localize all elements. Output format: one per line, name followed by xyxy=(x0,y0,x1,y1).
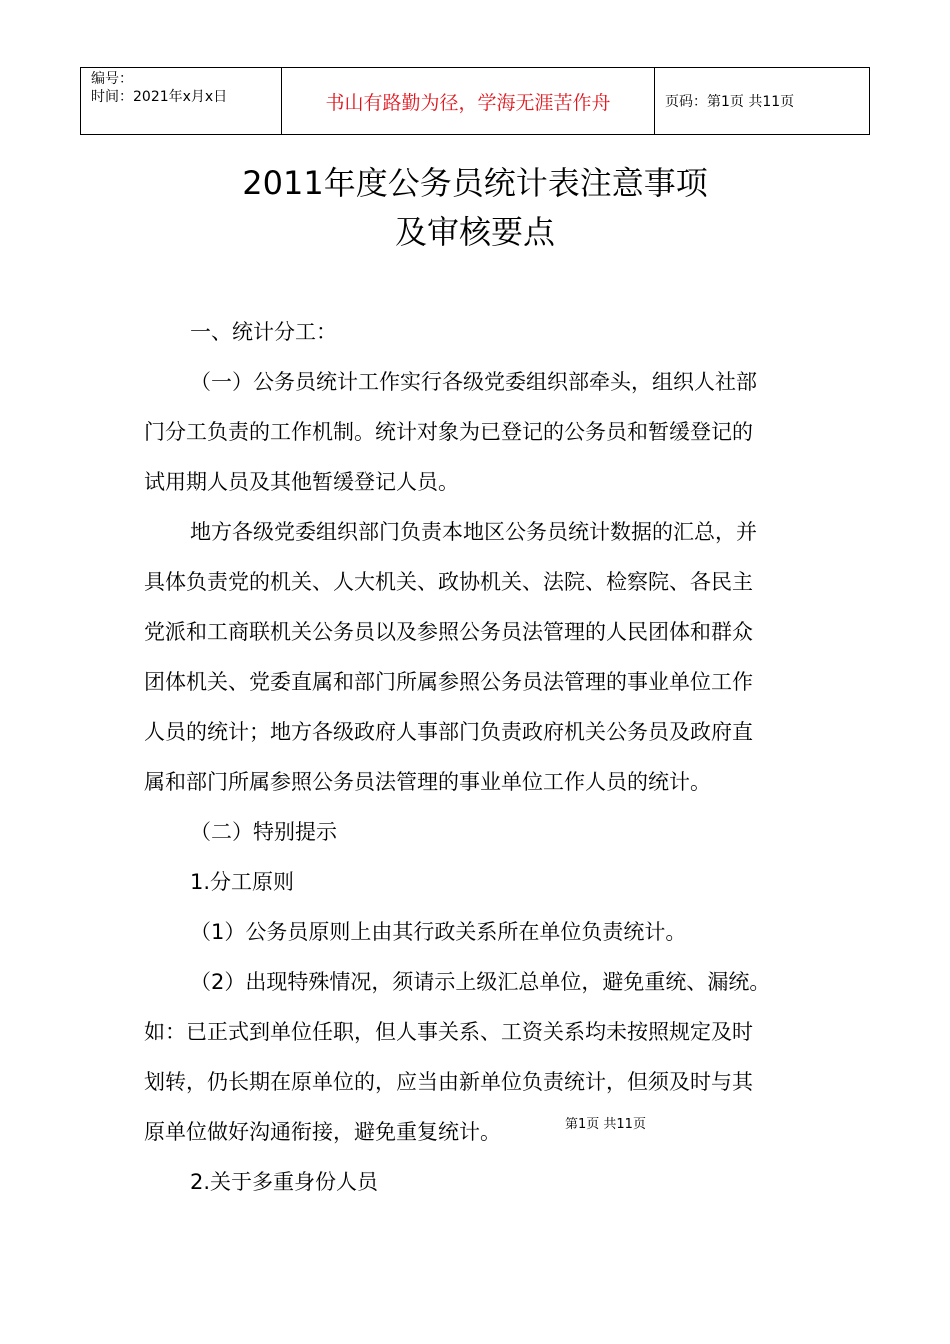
footer-page-number: 第1页 共11页 xyxy=(565,1117,646,1132)
header-motto-cell xyxy=(282,68,655,134)
paragraph-line: （2）出现特殊情况，须请示上级汇总单位，避免重统、漏统。 xyxy=(190,970,771,994)
header-motto: 书山有路勤为径，学海无涯苦作舟 xyxy=(325,91,611,114)
paragraph-line: 具体负责党的机关、人大机关、政协机关、法院、检察院、各民主 xyxy=(144,570,753,594)
document-number-label: 编号： xyxy=(91,71,133,87)
document-title-line-2: 及审核要点 xyxy=(394,213,555,251)
paragraph-line: 人员的统计；地方各级政府人事部门负责政府机关公务员及政府直 xyxy=(144,720,753,744)
paragraph-line: 属和部门所属参照公务员法管理的事业单位工作人员的统计。 xyxy=(144,770,711,794)
item-heading: 2.关于多重身份人员 xyxy=(190,1170,379,1194)
paragraph-line: 地方各级党委组织部门负责本地区公务员统计数据的汇总，并 xyxy=(190,520,757,544)
document-time-label: 时间：2021年x月x日 xyxy=(91,89,228,105)
paragraph-line: 试用期人员及其他暂缓登记人员。 xyxy=(144,470,459,494)
header-table xyxy=(80,67,870,135)
paragraph-line: 团体机关、党委直属和部门所属参照公务员法管理的事业单位工作 xyxy=(144,670,753,694)
document-title-line-1: 2011年度公务员统计表注意事项 xyxy=(242,164,708,202)
paragraph-line: （一）公务员统计工作实行各级党委组织部牵头，组织人社部 xyxy=(190,370,757,394)
item-heading: 1.分工原则 xyxy=(190,870,295,894)
paragraph-line: 门分工负责的工作机制。统计对象为已登记的公务员和暂缓登记的 xyxy=(144,420,753,444)
paragraph-line: （1）公务员原则上由其行政关系所在单位负责统计。 xyxy=(190,920,687,944)
header-page-cell xyxy=(655,68,869,134)
subsection-heading: （二）特别提示 xyxy=(190,820,337,844)
paragraph-line: 如：已正式到单位任职，但人事关系、工资关系均未按照规定及时 xyxy=(144,1020,753,1044)
paragraph-line: 原单位做好沟通衔接，避免重复统计。 xyxy=(144,1120,501,1144)
header-meta-cell xyxy=(81,68,282,134)
section-heading-1: 一、统计分工： xyxy=(190,320,337,344)
paragraph-line: 划转，仍长期在原单位的，应当由新单位负责统计，但须及时与其 xyxy=(144,1070,753,1094)
paragraph-line: 党派和工商联机关公务员以及参照公务员法管理的人民团体和群众 xyxy=(144,620,753,644)
header-page-info: 页码：第1页 共11页 xyxy=(665,94,795,110)
